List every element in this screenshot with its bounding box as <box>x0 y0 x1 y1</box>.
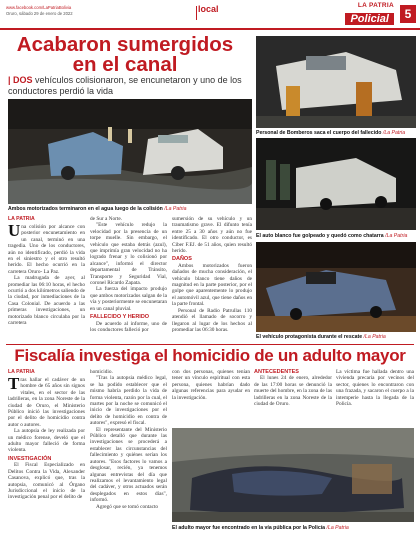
photo-story2 <box>172 428 414 522</box>
story2-column-2 <box>90 369 167 533</box>
section-label: local <box>198 4 219 14</box>
subheading: FALLECIDO Y HERIDO <box>90 314 150 321</box>
photo-main-image <box>8 99 252 204</box>
photo-top-right <box>256 36 416 128</box>
header-divider <box>196 6 197 20</box>
story2-column-3 <box>172 369 250 425</box>
caption-text: Ambos motorizados terminaron en el agua luego de la colisión <box>8 206 163 212</box>
brand-logo <box>345 2 394 27</box>
header-rule <box>0 28 420 30</box>
photo-mid-right-caption <box>256 233 407 239</box>
paragraph: La víctima fue hallada dentro una vivienda precaria por vecinos del sector, quienes lo encontraron con una frazada, y sacaron el cuerpo a la intemperie hasta la llegada de la Policía. <box>336 369 414 408</box>
website-url[interactable]: www.facebook.com/LaPatriaBolivia <box>6 5 72 10</box>
paragraph: De acuerdo al informe, uno de los conductores falleció por <box>90 320 167 333</box>
paragraph: "Tras la autopsia médico legal, se ha podido establecer que el mismo habría perdido la vida de forma violenta, razón por la cual, el martes por la noche se comunicó el inicio de investigaciones por el delito de homicidio en contra de autores", expresó el fiscal. <box>90 375 167 427</box>
paragraph: homicidio. <box>90 369 113 375</box>
photo-main <box>8 99 252 204</box>
story2-column-1 <box>8 377 85 533</box>
photo-mid-right <box>256 138 416 230</box>
story1-column-1 <box>8 224 85 342</box>
photo-mid-right-image <box>256 138 416 230</box>
photo-story2-image <box>172 428 414 522</box>
subhead-text: vehículos colisionaron, se encunetaron y uno de los conductores perdió la vida <box>8 75 242 96</box>
caption-credit: /La Patria <box>382 130 406 136</box>
photo-bottom-right-caption <box>256 334 386 340</box>
caption-text: El vehículo protagonista durante el rescate <box>256 334 363 340</box>
brand-name: LA PATRIA <box>357 2 394 9</box>
subheading: DAÑOS <box>172 256 192 263</box>
paragraph: El Fiscal Especializado en Delitos Contra la Vida, Alexander Casanova, explicó que, tras la autopsia, comunicó al Órgano Jurisdiccional el inicio de la investigación penal por el delito de <box>8 462 85 501</box>
caption-text: El adulto mayor fue encontrado en la vía pública por la Policía <box>172 525 326 531</box>
paragraph: La madrugada de ayer, al promediar las 06:10 horas, el hecho ocurrió a dos kilómetros saliendo de la ciudad, por inmediaciones de la Casa Colonial. De acuerdo a las primeras investigaciones, un motorizado blanco circulaba por la carretera <box>8 275 85 327</box>
paragraph: "Este vehículo redujo la velocidad por la presencia de un torpe muelle. Sin embargo, el vehículo que estaba detrás (azul), que imprimía gran velocidad no ha logrado frenar y lo colisionó por alcance", informó el director departamental de Tránsito, Transporte y Seguridad Vial, coronel Ricardo Zapata. <box>90 222 167 287</box>
paragraph: Personal de Radio Patrullas 110 atendió el llamado de socorro y llegaron al lugar de los hechos al promediar las 06:30 horas. <box>172 307 252 333</box>
subhead-tag: | DOS <box>8 75 33 85</box>
paragraph: La fuerza del impacto produjo que ambos motorizados salgan de la vía y posteriormente se encunetaran en un canal pluvial. <box>90 286 167 312</box>
page-header <box>0 0 420 30</box>
paragraph: El lunes 24 de enero, alrededor de las 17:00 horas se denunció la muerte del hombre, en la zona de las ladrilleras en la zona Noreste de la ciudad de Oruro. <box>254 375 332 408</box>
paragraph: na colisión por alcance con posterior encunetamiento en un canal, terminó en una tragedia. Uno de los conductores, aún no identificado, perdió la vida en el siniestro y el otro resultó herido. El hecho ocurrió en la carretera Oruro- La Paz. <box>8 224 85 275</box>
story1-headline-line1: Acabaron sumergidos <box>16 33 234 56</box>
paragraph: sumersión de su vehículo y un traumatismo grave. El difunto tenía entre 25 a 30 años y aún no fue identificado. El otro conductor, es Ciber F.EJ. de 51 años, quien resultó herido. <box>172 216 252 255</box>
story1-column-2 <box>90 216 167 342</box>
story2-byline: LA PATRIA <box>8 369 35 375</box>
caption-text: Personal de Bomberos saca el cuerpo del fallecido <box>256 130 382 136</box>
paragraph: El representante del Ministerio Público detalló que durante las investigaciones se procederá a establecer las circunstancias del fallecimiento y quiénes serían los autores. "Esos factores lo vamos a desglosar, recién, ya tenemos algunas entrevistas del día que realizamos el levantamiento legal del cadáver, y otros actuados serán desplegados en estos días", informó. <box>90 426 167 504</box>
drop-cap: T <box>8 377 20 393</box>
photo-main-caption <box>8 206 186 212</box>
caption-text: El auto blanco fue golpeado y quedó como chatarra <box>256 233 384 239</box>
brand-section: Policial <box>345 13 394 25</box>
paragraph: Agregó que se tomó contacto <box>96 503 159 510</box>
drop-cap: U <box>8 224 21 240</box>
caption-credit: /La Patria <box>385 233 408 239</box>
caption-credit: /La Patria <box>326 525 349 531</box>
paragraph: de Sur a Norte. <box>90 216 123 222</box>
caption-credit: /La Patria <box>363 334 386 340</box>
story2-column-4 <box>336 369 414 425</box>
story2-column-3b <box>254 369 332 425</box>
subheading: ANTECEDENTES <box>254 369 299 375</box>
story2-headline: Fiscalía investiga el homicidio de un adulto mayor <box>14 346 406 365</box>
page-number: 5 <box>400 5 416 23</box>
photo-top-right-caption <box>256 130 405 136</box>
story1-headline-line2: en el canal <box>72 53 178 76</box>
photo-story2-caption <box>172 525 349 531</box>
paragraph: ras hallar el cadáver de un hombre de 65 años sin signos vitales, en el sector de las ladrilleras, en la zona Noreste de la ciudad de Oruro, el Ministerio Público inició las investigaciones por el delito de homicidio contra autor o autores. <box>8 377 85 428</box>
photo-bottom-right <box>256 242 416 332</box>
subheading: INVESTIGACIÓN <box>8 455 52 462</box>
story1-column-3 <box>172 216 252 342</box>
paragraph: Ambos motorizados fueron dañados de mucha consideración, el vehículo blanco tiene daños de magnitud en la parte posterior, por el golpe que aparentemente lo produjo el automóvil azul, que tiene daños en la parte frontal. <box>172 262 252 308</box>
story1-byline: LA PATRIA <box>8 216 35 222</box>
paragraph: con dos personas, quienes tenían tener un vínculo espiritual con esta persona, quienes habrían dado algunas referencias para ayudar en la investigación. <box>172 369 250 401</box>
story-divider <box>6 344 414 345</box>
paragraph: La autopsia de ley realizada por un médico forense, develó que el adulto mayor falleció de forma violenta. <box>8 428 85 454</box>
dateline: Oruro, sábado 29 de enero de 2022 <box>6 11 73 16</box>
photo-top-right-image <box>256 36 416 128</box>
caption-credit: /La Patria <box>164 206 187 212</box>
photo-bottom-right-image <box>256 242 416 332</box>
story1-subhead <box>8 75 252 97</box>
